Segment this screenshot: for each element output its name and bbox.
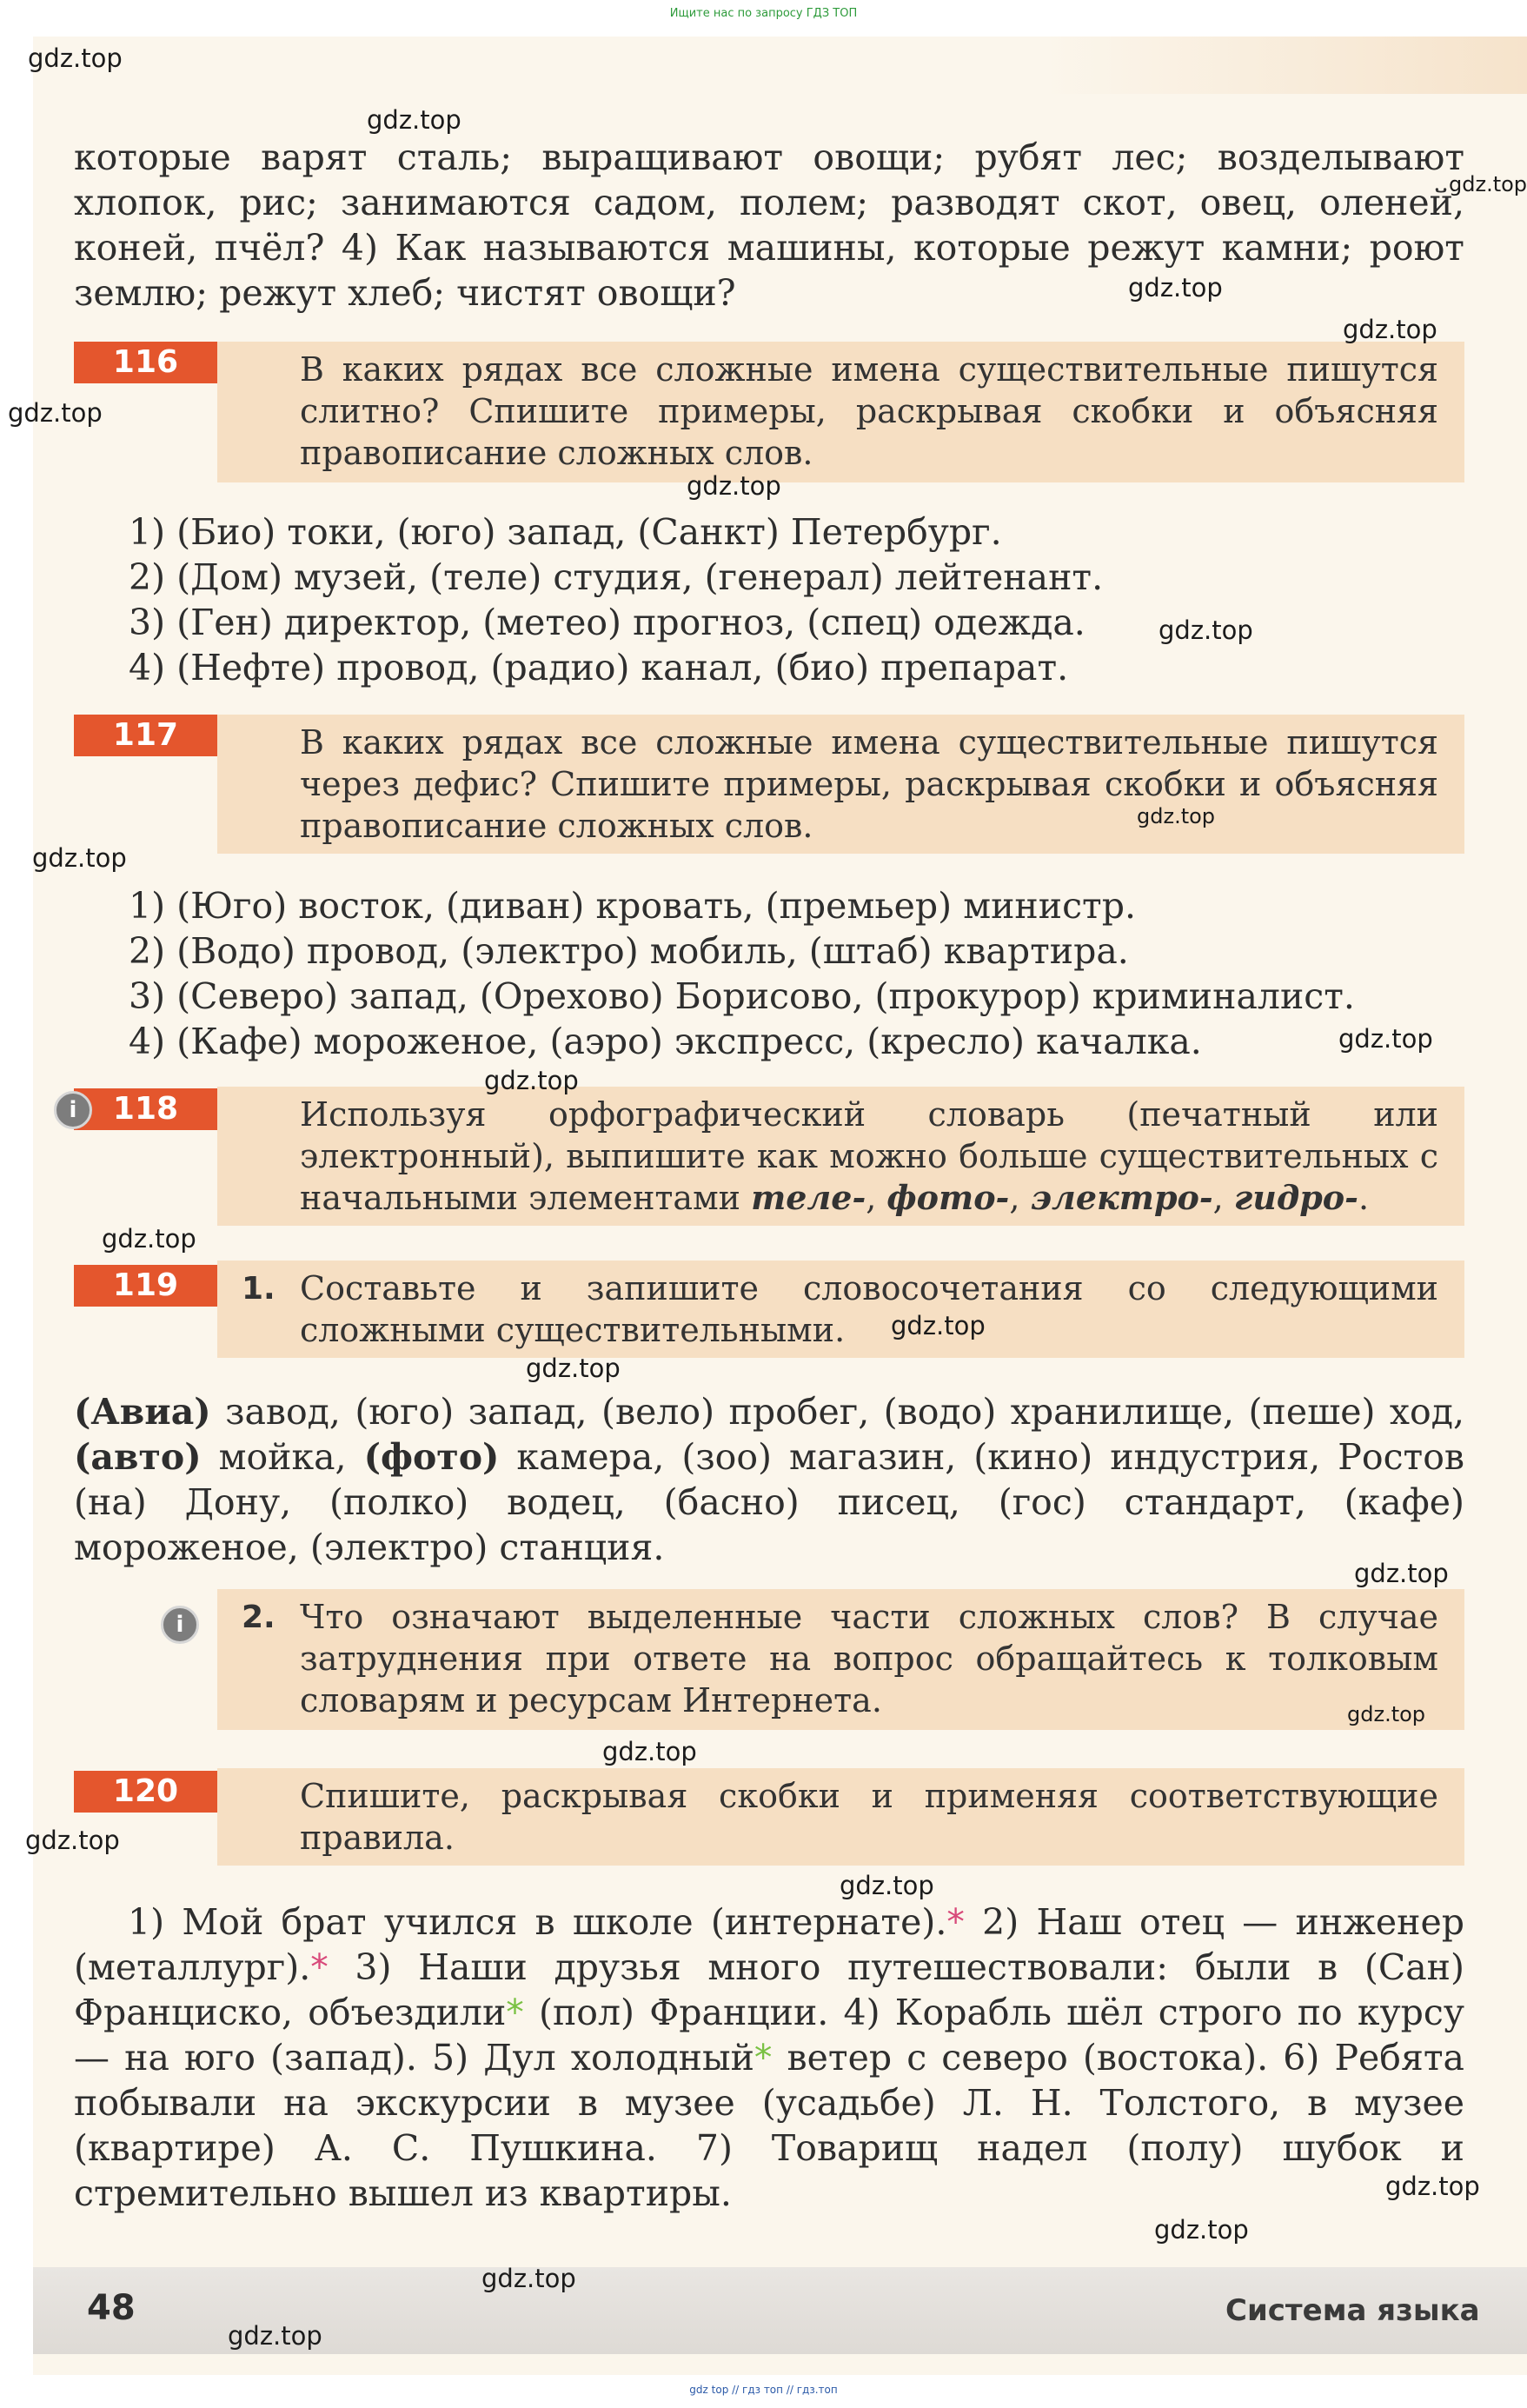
task-117-box (217, 715, 1464, 854)
info-icon-2: i (161, 1606, 199, 1644)
watermark: gdz.top (1154, 2215, 1249, 2245)
task-120-text: Спишите, раскрывая скобки и применяя соответствующие правила. (300, 1777, 1438, 1857)
prefix-tele: теле- (751, 1178, 866, 1217)
intro-paragraph: которые варят сталь; выращивают овощи; рубят лес; возделывают хлопок, рис; занимаются садом, полем; разводят скот, овец, оленей, коней, пчёл? 4) Как называются машины, которые режут камни; роют землю; режут хлеб; чистят овощи? (74, 136, 1464, 314)
watermark: gdz.top (1343, 315, 1437, 344)
watermark: gdz.top (484, 1066, 579, 1095)
bold-foto: (фото) (363, 1436, 500, 1478)
task-116-item-2: 2) (Дом) музей, (теле) студия, (генерал) лейтенант. (129, 556, 1104, 598)
task-117-item-1: 1) (Юго) восток, (диван) кровать, (премьер) министр. (129, 885, 1136, 927)
task-116-item-3: 3) (Ген) директор, (метео) прогноз, (спец) одежда. (129, 602, 1085, 643)
watermark: gdz.top (1128, 273, 1223, 303)
watermark: gdz.top (1137, 804, 1216, 828)
star-mark-2: * (310, 1946, 329, 1988)
sent-1: 1) Мой брат учился в школе (интернате). (128, 1901, 947, 1943)
watermark: gdz.top (8, 398, 103, 428)
star-mark-1: * (946, 1901, 965, 1943)
task-119-words (74, 1389, 1464, 1570)
info-icon: i (54, 1091, 92, 1129)
prefix-sep-1: , (866, 1179, 887, 1217)
top-strip (1043, 37, 1527, 94)
watermark: gdz.top (25, 1826, 120, 1855)
task-117-item-4: 4) (Кафе) мороженое, (аэро) экспресс, (кресло) качалка. (129, 1021, 1202, 1062)
task-119-part-2-number: 2. (242, 1600, 276, 1635)
sent-2: 2) Наш отец — инженер (металлург). (74, 1901, 1464, 1988)
watermark: gdz.top (32, 843, 127, 873)
task-120-paragraph (74, 1899, 1464, 2216)
watermark: gdz.top (228, 2321, 322, 2351)
prefix-gidro: гидро- (1233, 1178, 1358, 1217)
task-119-part-2-text: Что означают выделенные части сложных слов? В случае затруднения при ответе на вопрос обращайтесь к толковым словарям и ресурсам Интернета. (300, 1598, 1438, 1720)
task-119-part-1-number: 1. (242, 1271, 276, 1307)
task-116-box (217, 342, 1464, 482)
task-117-text: В каких рядах все сложные имена существительные пишутся через дефис? Спишите примеры, раскрывая скобки и объясняя правописание сложных слов. (300, 723, 1438, 845)
words-part-2: мойка, (201, 1436, 364, 1478)
prefix-sep-3: , (1212, 1179, 1234, 1217)
watermark: gdz.top (687, 471, 781, 501)
words-part-1: завод, (юго) запад, (вело) пробег, (водо) хранилище, (пеше) ход, (210, 1391, 1464, 1433)
task-119-box-2 (217, 1589, 1464, 1730)
star-mark-4: * (754, 2037, 773, 2079)
watermark: gdz.top (891, 1311, 986, 1340)
task-118-badge: 118 (74, 1088, 217, 1130)
prefix-sep-2: , (1009, 1179, 1031, 1217)
watermark: gdz.top (1347, 1702, 1426, 1726)
prefix-foto: фото- (886, 1178, 1010, 1217)
sent-3: 3) Наши друзья много путешествовали: были в (Сан) Франциско, объездили (74, 1946, 1464, 2033)
prefix-elektro: электро- (1030, 1178, 1213, 1217)
watermark: gdz.top (481, 2264, 576, 2293)
section-title: Система языка (1225, 2293, 1480, 2328)
watermark: gdz.top (28, 43, 123, 73)
watermark: gdz.top (526, 1354, 621, 1383)
task-118-box (217, 1087, 1464, 1226)
task-116-badge: 116 (74, 342, 217, 383)
watermark: gdz.top (367, 105, 461, 135)
watermark: gdz.top (1159, 615, 1253, 645)
top-note: Ищите нас по запросу ГДЗ ТОП (669, 7, 858, 20)
watermark: gdz.top (1449, 172, 1527, 196)
task-117-item-2: 2) (Водо) провод, (электро) мобиль, (штаб) квартира. (129, 930, 1129, 972)
watermark: gdz.top (1354, 1559, 1449, 1588)
watermark: gdz.top (1338, 1024, 1433, 1054)
task-119-badge: 119 (74, 1265, 217, 1307)
bold-avia: (Авиа) (74, 1391, 211, 1433)
task-118-text-before: Используя орфографический словарь (печатный или электронный), выпишите как можно больше существительных с начальными элементами (300, 1095, 1438, 1217)
task-116-item-1: 1) (Био) токи, (юго) запад, (Санкт) Петербург. (129, 511, 1002, 553)
star-mark-3: * (506, 1992, 524, 2033)
task-120-badge: 120 (74, 1771, 217, 1813)
task-120-box (217, 1768, 1464, 1866)
task-117-item-3: 3) (Северо) запад, (Орехово) Борисово, (прокурор) криминалист. (129, 975, 1355, 1017)
watermark: gdz.top (602, 1737, 697, 1766)
task-119-box-1 (217, 1261, 1464, 1358)
task-116-item-4: 4) (Нефте) провод, (радио) канал, (био) препарат. (129, 647, 1069, 688)
task-117-badge: 117 (74, 715, 217, 756)
task-116-text: В каких рядах все сложные имена существительные пишутся слитно? Спишите примеры, раскрывая скобки и объясняя правописание сложных слов. (300, 350, 1438, 472)
task-118-text-after: . (1358, 1179, 1370, 1217)
watermark: gdz.top (1385, 2172, 1480, 2201)
task-118-text (300, 1094, 1438, 1219)
bold-avto: (авто) (74, 1436, 202, 1478)
watermark: gdz.top (840, 1871, 934, 1900)
watermark: gdz.top (102, 1224, 196, 1254)
bottom-note: gdz top // гдз топ // гдз.топ (689, 2384, 838, 2396)
task-119-part-1-text: Составьте и запишите словосочетания со следующими сложными существительными. (300, 1269, 1438, 1349)
sent-4: (пол) Франции. 4) Корабль шёл строго по курсу — на юго (запад). 5) Дул холодный (74, 1992, 1465, 2079)
page-number: 48 (87, 2288, 136, 2328)
words-part-3: камера, (зоо) магазин, (кино) индустрия, Ростов (на) Дону, (полко) водец, (басно) писец, (гос) стандарт, (кафе) мороженое, (электро) станция. (74, 1436, 1464, 1568)
sent-5: ветер с северо (востока). 6) Ребята побывали на экскурсии в музее (усадьбе) Л. Н. Толстого, в музее (квартире) А. С. Пушкина. 7) Товарищ надел (полу) шубок и стремительно вышел из квартиры. (74, 2037, 1464, 2214)
